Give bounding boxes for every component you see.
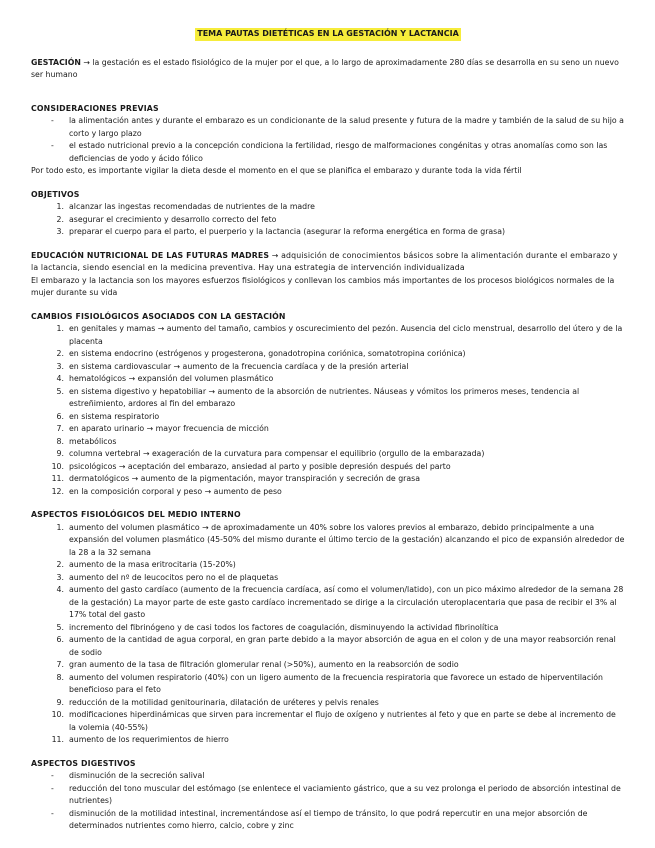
objetivos-list [31,201,625,239]
list-item: 4. aumento del gasto cardíaco (aumento de la frecuencia cardíaca, así como el volumen/latido), con un pico máximo alrededor de la semana 28 de la gestación) La mayor parte de este gasto cardíaco incrementado se dirige a la circulación uteroplacentaria que pasa de recibir el 3% al 17% total del gasto [56,585,624,619]
list-item: 8. metabólicos [56,436,117,446]
list-item: 1. aumento del volumen plasmático → de aproximadamente un 40% sobre los valores previos al embarazo, debido principalmente a una expansión del volumen plasmático (45-50% del mismo durante el último tercio de la gestación) alcanzando el pico de expansión alrededor de la 28 a la 32 semana [56,522,625,557]
cambios-heading: CAMBIOS FISIOLÓGICOS ASOCIADOS CON LA GESTACIÓN [31,311,286,321]
medio-interno-list [31,522,625,747]
list-item: - el estado nutricional previo a la concepción condiciona la fertilidad, riesgo de malformaciones congénitas y otras anomalías como son las deficiencias de yodo y ácido fólico [31,140,625,165]
list-item: 5. incremento del fibrinógeno y de casi todos los factores de coagulación, disminuyendo la actividad fibrinolítica [56,622,499,632]
digestivos-heading: ASPECTOS DIGESTIVOS [31,758,136,768]
list-item: 10. modificaciones hiperdinámicas que sirven para incrementar el flujo de oxígeno y nutrientes al feto y que en parte se debe al incremento de la volemia (40-55%) [51,710,616,732]
gestacion-definition [31,57,625,82]
list-item: 5. en sistema digestivo y hepatobiliar → aumento de la absorción de nutrientes. Náuseas y vómitos los primeros meses, tendencia al estreñimiento, ardores al fin del embarazo [56,386,580,408]
list-item: 4. hematológicos → expansión del volumen plasmático [56,374,274,383]
list-item: 2. aumento de la masa eritrocitaria (15-20%) [56,560,236,569]
list-item: 3. aumento del nº de leucocitos pero no el de plaquetas [56,572,279,582]
list-item: 6. en sistema respiratorio [56,411,160,421]
gestacion-text: → la gestación es el estado fisiológico de la mujer por el que, a lo largo de aproximadamente 280 días se desarrolla en su seno un nuevo ser humano [31,57,619,79]
list-item: - disminución de la secreción salival [31,770,625,783]
consideraciones-list [31,115,625,165]
list-item: - la alimentación antes y durante el embarazo es un condicionante de la salud presente y futura de la madre y también de la salud de su hijo a corto y largo plazo [31,115,625,140]
educacion-paragraph [31,250,625,275]
list-item: 9. columna vertebral → exageración de la curvatura para compensar el equilibrio (orgullo de la embarazada) [56,449,485,458]
list-item: 8. aumento del volumen respiratorio (40%) con un ligero aumento de la frecuencia respiratoria que favorece un estado de hiperventilación beneficioso para el feto [56,672,603,694]
list-item: 3. en sistema cardiovascular → aumento de la frecuencia cardíaca y de la presión arterial [56,361,409,371]
list-item: 7. en aparato urinario → mayor frecuencia de micción [56,424,269,433]
list-item: 11. aumento de los requerimientos de hierro [51,735,229,744]
list-item: 11. dermatológicos → aumento de la pigmentación, mayor transpiración y secreción de grasa [51,474,420,483]
educacion-text: → adquisición de conocimientos básicos sobre la alimentación durante el embarazo y la lactancia, siendo esencial en la medicina preventiva. Hay una estrategia de intervención individualizada [31,250,618,272]
consideraciones-heading: CONSIDERACIONES PREVIAS [31,103,159,113]
list-item: 2. asegurar el crecimiento y desarrollo correcto del feto [56,214,277,224]
educacion-term: EDUCACIÓN NUTRICIONAL DE LAS FUTURAS MADRES [31,250,270,260]
objetivos-heading: OBJETIVOS [31,189,80,199]
list-item: - reducción del tono muscular del estómago (se enlentece el vaciamiento gástrico, que a su vez prolonga el periodo de absorción intestinal de nutrientes) [31,783,625,808]
list-item: 7. gran aumento de la tasa de filtración glomerular renal (>50%), aumento en la reabsorción de sodio [56,660,459,669]
list-item: 1. alcanzar las ingestas recomendadas de nutrientes de la madre [56,202,315,211]
list-item: 2. en sistema endocrino (estrógenos y progesterona, gonadotropina coriónica, somatotropina coriónica) [56,349,466,358]
digestivos-list [31,770,625,833]
list-item: 10. psicológicos → aceptación del embarazo, ansiedad al parto y posible depresión después del parto [51,461,451,471]
cambios-list [31,323,625,498]
list-item: - disminución de la motilidad intestinal, incrementándose así el tiempo de tránsito, lo que podrá repercutir en una mejor absorción de determinados nutrientes como hierro, calcio, cobre y zinc [31,808,625,833]
document-title: TEMA PAUTAS DIETÉTICAS EN LA GESTACIÓN Y LACTANCIA [195,28,461,41]
gestacion-term: GESTACIÓN [31,57,81,67]
medio-interno-heading: ASPECTOS FISIOLÓGICOS DEL MEDIO INTERNO [31,510,241,519]
list-item: 3. preparar el cuerpo para el parto, el puerperio y la lactancia (asegurar la reforma energética en forma de grasa) [56,227,506,236]
list-item: 9. reducción de la motilidad genitourinaria, dilatación de uréteres y pelvis renales [56,697,379,707]
list-item: 6. aumento de la cantidad de agua corporal, en gran parte debido a la mayor absorción de agua en el colon y de una mayor reabsorción renal de sodio [56,635,616,657]
consideraciones-note: Por todo esto, es importante vigilar la dieta desde el momento en el que se planifica el embarazo y durante toda la vida fértil [31,166,522,175]
list-item: 12. en la composición corporal y peso → aumento de peso [51,486,282,496]
list-item: 1. en genitales y mamas → aumento del tamaño, cambios y oscurecimiento del pezón. Ausencia del ciclo menstrual, desarrollo del útero y de la placenta [56,324,623,346]
educacion-note: El embarazo y la lactancia son los mayores esfuerzos fisiológicos y conllevan los cambios más importantes de los procesos biológicos normales de la mujer durante su vida [31,275,615,297]
